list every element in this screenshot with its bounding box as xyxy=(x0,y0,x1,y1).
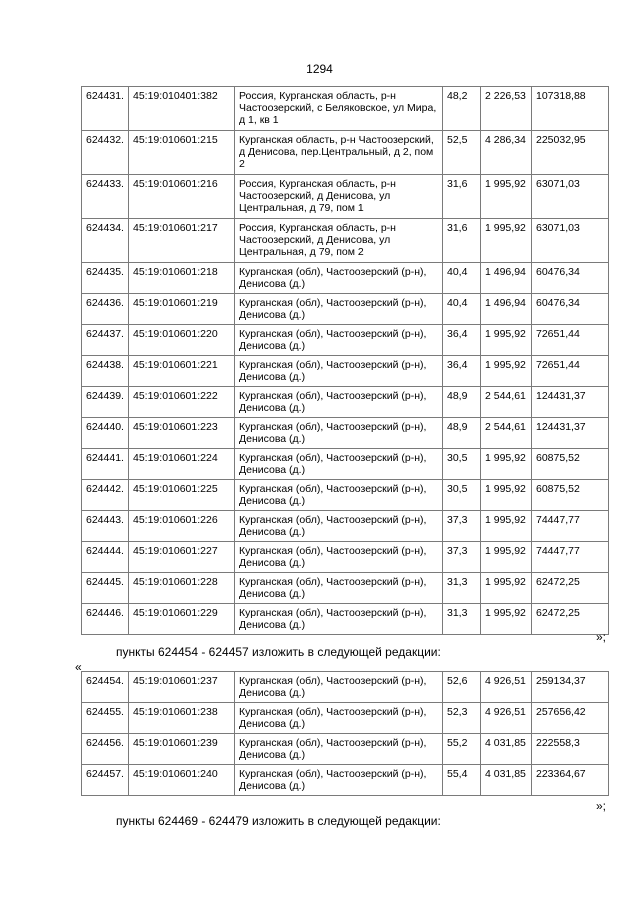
unit-price-cell: 2 544,61 xyxy=(481,418,532,449)
table-row xyxy=(82,219,609,263)
area-cell: 37,3 xyxy=(443,542,481,573)
cadastral-number-cell: 45:19:010601:222 xyxy=(129,387,235,418)
closing-quote: »; xyxy=(596,799,607,813)
row-number-cell: 624436. xyxy=(82,294,129,325)
area-cell: 55,2 xyxy=(443,734,481,765)
address-cell: Курганская (обл), Частоозерский (р-н), Денисова (д.) xyxy=(235,604,443,635)
unit-price-cell: 4 926,51 xyxy=(481,672,532,703)
unit-price-cell: 1 995,92 xyxy=(481,449,532,480)
area-cell: 31,6 xyxy=(443,219,481,263)
address-cell: Курганская (обл), Частоозерский (р-н), Денисова (д.) xyxy=(235,263,443,294)
cadastral-number-cell: 45:19:010601:224 xyxy=(129,449,235,480)
unit-price-cell: 1 995,92 xyxy=(481,480,532,511)
unit-price-cell: 4 286,34 xyxy=(481,131,532,175)
cadastral-number-cell: 45:19:010601:223 xyxy=(129,418,235,449)
closing-quote: »; xyxy=(596,630,607,644)
table-row xyxy=(82,765,609,796)
cadastral-number-cell: 45:19:010601:227 xyxy=(129,542,235,573)
table-row xyxy=(82,672,609,703)
area-cell: 31,6 xyxy=(443,175,481,219)
area-cell: 36,4 xyxy=(443,356,481,387)
row-number-cell: 624433. xyxy=(82,175,129,219)
registry-table xyxy=(81,86,609,635)
address-cell: Россия, Курганская область, р-н Частоозерский, с Беляковское, ул Мира, д 1, кв 1 xyxy=(235,87,443,131)
row-number-cell: 624441. xyxy=(82,449,129,480)
row-number-cell: 624457. xyxy=(82,765,129,796)
address-cell: Курганская (обл), Частоозерский (р-н), Денисова (д.) xyxy=(235,387,443,418)
area-cell: 48,2 xyxy=(443,87,481,131)
table-row xyxy=(82,175,609,219)
table-row xyxy=(82,263,609,294)
cadastral-number-cell: 45:19:010601:217 xyxy=(129,219,235,263)
unit-price-cell: 1 995,92 xyxy=(481,325,532,356)
cadastral-number-cell: 45:19:010601:226 xyxy=(129,511,235,542)
address-cell: Курганская (обл), Частоозерский (р-н), Денисова (д.) xyxy=(235,542,443,573)
cadastral-value-cell: 223364,67 xyxy=(532,765,609,796)
row-number-cell: 624443. xyxy=(82,511,129,542)
area-cell: 52,6 xyxy=(443,672,481,703)
table-row xyxy=(82,703,609,734)
row-number-cell: 624454. xyxy=(82,672,129,703)
cadastral-value-cell: 72651,44 xyxy=(532,325,609,356)
address-cell: Курганская область, р-н Частоозерский, д Денисова, пер.Центральный, д 2, пом 2 xyxy=(235,131,443,175)
cadastral-number-cell: 45:19:010601:225 xyxy=(129,480,235,511)
cadastral-value-cell: 60476,34 xyxy=(532,294,609,325)
row-number-cell: 624439. xyxy=(82,387,129,418)
row-number-cell: 624435. xyxy=(82,263,129,294)
cadastral-value-cell: 225032,95 xyxy=(532,131,609,175)
unit-price-cell: 4 926,51 xyxy=(481,703,532,734)
cadastral-value-cell: 259134,37 xyxy=(532,672,609,703)
unit-price-cell: 1 995,92 xyxy=(481,511,532,542)
row-number-cell: 624446. xyxy=(82,604,129,635)
cadastral-number-cell: 45:19:010601:219 xyxy=(129,294,235,325)
cadastral-value-cell: 72651,44 xyxy=(532,356,609,387)
area-cell: 36,4 xyxy=(443,325,481,356)
area-cell: 37,3 xyxy=(443,511,481,542)
unit-price-cell: 2 226,53 xyxy=(481,87,532,131)
address-cell: Россия, Курганская область, р-н Частоозерский, д Денисова, ул Центральная, д 79, пом 1 xyxy=(235,175,443,219)
table-row xyxy=(82,604,609,635)
row-number-cell: 624437. xyxy=(82,325,129,356)
area-cell: 48,9 xyxy=(443,387,481,418)
area-cell: 52,5 xyxy=(443,131,481,175)
registry-table-body xyxy=(82,87,609,635)
unit-price-cell: 1 995,92 xyxy=(481,175,532,219)
unit-price-cell: 2 544,61 xyxy=(481,387,532,418)
cadastral-number-cell: 45:19:010401:382 xyxy=(129,87,235,131)
unit-price-cell: 4 031,85 xyxy=(481,765,532,796)
cadastral-number-cell: 45:19:010601:228 xyxy=(129,573,235,604)
unit-price-cell: 1 995,92 xyxy=(481,604,532,635)
area-cell: 52,3 xyxy=(443,703,481,734)
unit-price-cell: 1 995,92 xyxy=(481,219,532,263)
area-cell: 40,4 xyxy=(443,263,481,294)
row-number-cell: 624455. xyxy=(82,703,129,734)
registry-table-amended xyxy=(81,671,609,796)
registry-table-body xyxy=(82,672,609,796)
amendment-paragraph: пункты 624454 - 624457 изложить в следующей редакции: xyxy=(116,645,441,659)
address-cell: Курганская (обл), Частоозерский (р-н), Денисова (д.) xyxy=(235,356,443,387)
address-cell: Курганская (обл), Частоозерский (р-н), Денисова (д.) xyxy=(235,573,443,604)
cadastral-number-cell: 45:19:010601:229 xyxy=(129,604,235,635)
cadastral-value-cell: 60476,34 xyxy=(532,263,609,294)
address-cell: Россия, Курганская область, р-н Частоозерский, д Денисова, ул Центральная, д 79, пом 2 xyxy=(235,219,443,263)
address-cell: Курганская (обл), Частоозерский (р-н), Денисова (д.) xyxy=(235,703,443,734)
cadastral-number-cell: 45:19:010601:218 xyxy=(129,263,235,294)
cadastral-number-cell: 45:19:010601:239 xyxy=(129,734,235,765)
cadastral-number-cell: 45:19:010601:215 xyxy=(129,131,235,175)
cadastral-number-cell: 45:19:010601:220 xyxy=(129,325,235,356)
cadastral-value-cell: 62472,25 xyxy=(532,604,609,635)
cadastral-value-cell: 62472,25 xyxy=(532,573,609,604)
cadastral-value-cell: 124431,37 xyxy=(532,387,609,418)
row-number-cell: 624434. xyxy=(82,219,129,263)
cadastral-value-cell: 107318,88 xyxy=(532,87,609,131)
table-row xyxy=(82,449,609,480)
cadastral-value-cell: 257656,42 xyxy=(532,703,609,734)
cadastral-value-cell: 74447,77 xyxy=(532,542,609,573)
address-cell: Курганская (обл), Частоозерский (р-н), Денисова (д.) xyxy=(235,294,443,325)
table-row xyxy=(82,387,609,418)
table-row xyxy=(82,356,609,387)
area-cell: 30,5 xyxy=(443,449,481,480)
unit-price-cell: 1 496,94 xyxy=(481,263,532,294)
unit-price-cell: 4 031,85 xyxy=(481,734,532,765)
unit-price-cell: 1 995,92 xyxy=(481,542,532,573)
cadastral-number-cell: 45:19:010601:237 xyxy=(129,672,235,703)
cadastral-number-cell: 45:19:010601:216 xyxy=(129,175,235,219)
area-cell: 31,3 xyxy=(443,573,481,604)
row-number-cell: 624445. xyxy=(82,573,129,604)
table-row xyxy=(82,294,609,325)
cadastral-value-cell: 222558,3 xyxy=(532,734,609,765)
page-number: 1294 xyxy=(306,62,333,76)
cadastral-value-cell: 124431,37 xyxy=(532,418,609,449)
row-number-cell: 624456. xyxy=(82,734,129,765)
table-row xyxy=(82,325,609,356)
table-row xyxy=(82,480,609,511)
row-number-cell: 624431. xyxy=(82,87,129,131)
cadastral-value-cell: 63071,03 xyxy=(532,219,609,263)
cadastral-number-cell: 45:19:010601:238 xyxy=(129,703,235,734)
cadastral-value-cell: 63071,03 xyxy=(532,175,609,219)
table-row xyxy=(82,542,609,573)
cadastral-value-cell: 60875,52 xyxy=(532,449,609,480)
table-row xyxy=(82,734,609,765)
unit-price-cell: 1 496,94 xyxy=(481,294,532,325)
cadastral-number-cell: 45:19:010601:240 xyxy=(129,765,235,796)
row-number-cell: 624444. xyxy=(82,542,129,573)
area-cell: 55,4 xyxy=(443,765,481,796)
row-number-cell: 624440. xyxy=(82,418,129,449)
table-row xyxy=(82,418,609,449)
opening-quote: « xyxy=(75,660,82,674)
unit-price-cell: 1 995,92 xyxy=(481,573,532,604)
amendment-paragraph: пункты 624469 - 624479 изложить в следующей редакции: xyxy=(116,814,441,828)
address-cell: Курганская (обл), Частоозерский (р-н), Денисова (д.) xyxy=(235,672,443,703)
address-cell: Курганская (обл), Частоозерский (р-н), Денисова (д.) xyxy=(235,418,443,449)
address-cell: Курганская (обл), Частоозерский (р-н), Денисова (д.) xyxy=(235,511,443,542)
table-row xyxy=(82,573,609,604)
table-row xyxy=(82,511,609,542)
table-row xyxy=(82,131,609,175)
row-number-cell: 624432. xyxy=(82,131,129,175)
address-cell: Курганская (обл), Частоозерский (р-н), Денисова (д.) xyxy=(235,449,443,480)
address-cell: Курганская (обл), Частоозерский (р-н), Денисова (д.) xyxy=(235,480,443,511)
table-row xyxy=(82,87,609,131)
address-cell: Курганская (обл), Частоозерский (р-н), Денисова (д.) xyxy=(235,765,443,796)
area-cell: 30,5 xyxy=(443,480,481,511)
area-cell: 48,9 xyxy=(443,418,481,449)
row-number-cell: 624438. xyxy=(82,356,129,387)
cadastral-value-cell: 60875,52 xyxy=(532,480,609,511)
address-cell: Курганская (обл), Частоозерский (р-н), Денисова (д.) xyxy=(235,734,443,765)
unit-price-cell: 1 995,92 xyxy=(481,356,532,387)
row-number-cell: 624442. xyxy=(82,480,129,511)
cadastral-value-cell: 74447,77 xyxy=(532,511,609,542)
area-cell: 31,3 xyxy=(443,604,481,635)
cadastral-number-cell: 45:19:010601:221 xyxy=(129,356,235,387)
area-cell: 40,4 xyxy=(443,294,481,325)
address-cell: Курганская (обл), Частоозерский (р-н), Денисова (д.) xyxy=(235,325,443,356)
